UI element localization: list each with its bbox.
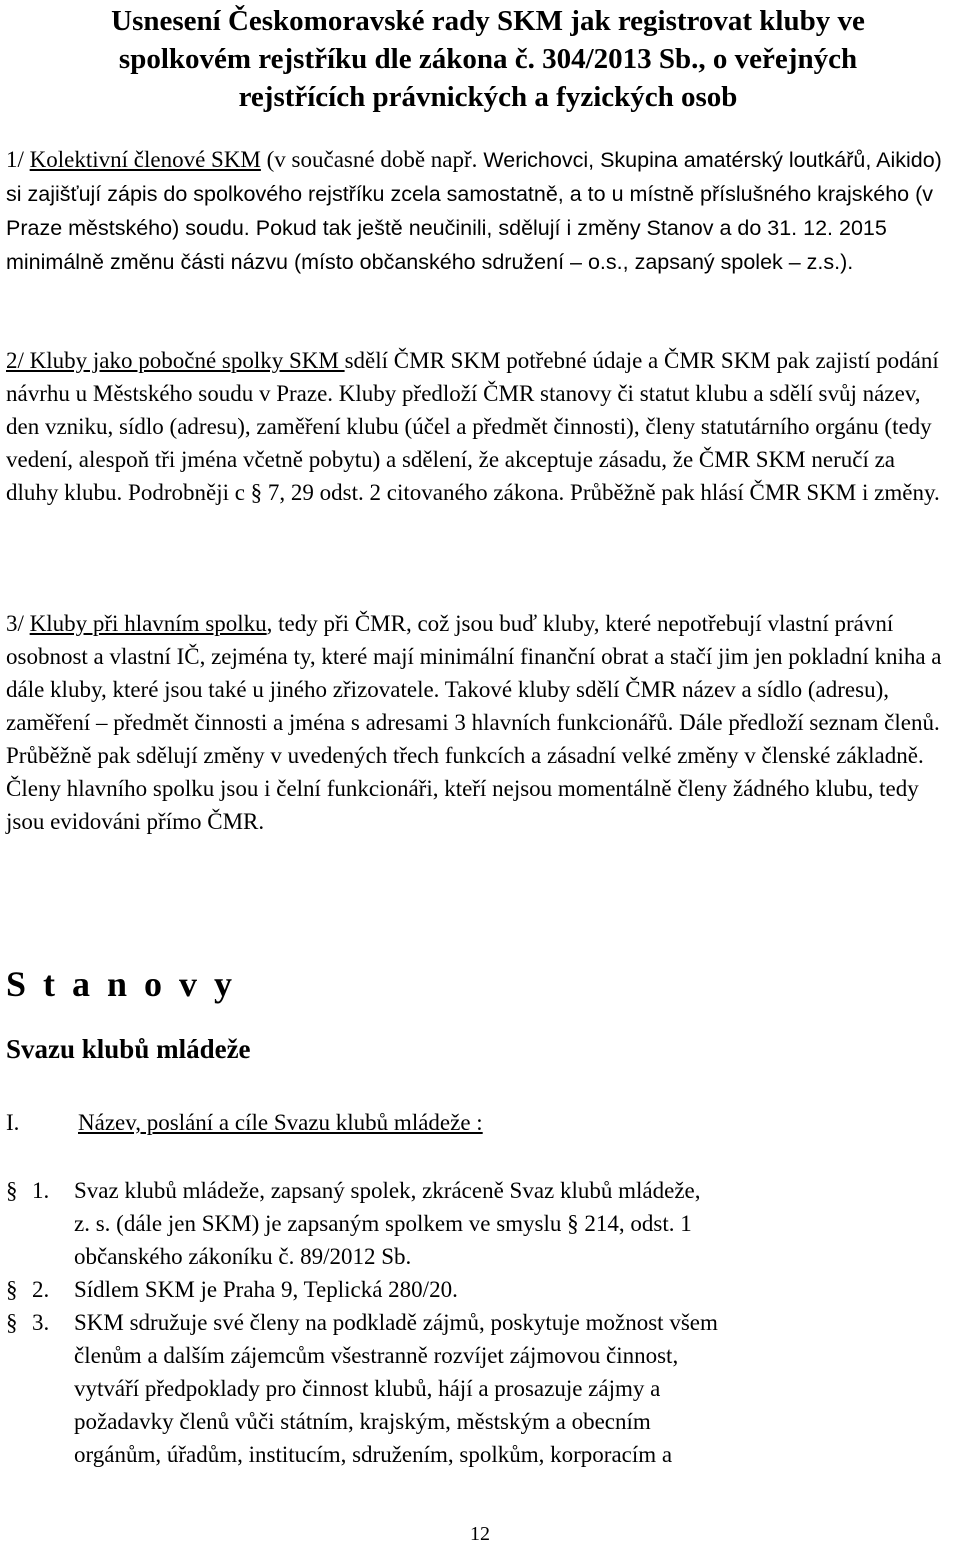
item-line: občanského zákoníku č. 89/2012 Sb. — [74, 1244, 412, 1269]
section-3-number: 3/ — [6, 611, 24, 636]
document-title — [58, 2, 918, 116]
item-text — [74, 1273, 904, 1306]
item-number: 2. — [32, 1277, 50, 1302]
item-number: 3. — [32, 1310, 50, 1335]
item-line: členům a dalším zájemcům všestranně rozvíjet zájmovou činnost, — [74, 1343, 679, 1368]
section-2-text: sdělí ČMR SKM potřebné údaje a ČMR SKM pak zajistí podání návrhu u Městského soudu v Praze. Kluby předloží ČMR stanovy či statut klubu a sdělí svůj název, den vzniku, sídlo (adresu), zaměření klubu (účel a předmět činnosti), členy statutárního orgánu (tedy vedení, alespoň tři jména včetně pobytu) a sdělení, že akceptuje zásadu, že ČMR SKM neručí za dluhy klubu. Podrobněji c § 7, 29 odst. 2 citovaného zákona. Průběžně pak hlásí ČMR SKM i změny. — [6, 348, 940, 505]
chapter-title: Název, poslání a cíle Svazu klubů mládeže : — [78, 1110, 483, 1135]
chapter-heading — [6, 1106, 483, 1139]
item-line: požadavky členů vůči státním, krajským, městským a obecním — [74, 1409, 651, 1434]
stanovy-subheading: Svazu klubů mládeže — [6, 1034, 251, 1064]
title-line-2: spolkovém rejstříku dle zákona č. 304/2013 Sb., o veřejných — [118, 43, 858, 75]
section-2-paragraph — [6, 344, 951, 509]
section-2-heading: 2/ Kluby jako pobočné spolky SKM — [6, 348, 345, 373]
section-1-heading: Kolektivní členové SKM — [29, 147, 261, 172]
section-sign: § — [6, 1277, 18, 1302]
chapter-number: I. — [6, 1110, 20, 1135]
section-1-number: 1/ — [6, 147, 24, 172]
paragraph-item-1 — [6, 1174, 906, 1273]
section-sign: § — [6, 1310, 18, 1335]
stanovy-heading: S t a n o v y — [6, 964, 237, 1004]
paragraph-item-2 — [6, 1273, 906, 1306]
page-number: 12 — [470, 1523, 490, 1545]
section-1-paragraph — [6, 143, 951, 279]
item-line: SKM sdružuje své členy na podkladě zájmů, poskytuje možnost všem — [74, 1310, 718, 1335]
section-3-text: , tedy při ČMR, což jsou buď kluby, které nepotřebují vlastní právní osobnost a vlastní IČ, zejména ty, které mají minimální finanční obrat a stačí jim jen pokladní kniha a dále kluby, které jsou také u jiného zřizovatele. Takové kluby sdělí ČMR název a sídlo (adresu), zaměření – předmět činnosti a jména s adresami 3 hlavních funkcionářů. Dále předloží seznam členů. Průběžně pak sdělují změny v uvedených třech funkcích a zásadní velké změny v členské základně. Členy hlavního spolku jsou i čelní funkcionáři, kteří nejsou momentálně členy žádného klubu, tedy jsou evidováni přímo ČMR. — [6, 611, 942, 834]
item-line: vytváří předpoklady pro činnost klubů, hájí a prosazuje zájmy a — [74, 1376, 661, 1401]
title-line-3: rejstřících právnických a fyzických osob — [238, 81, 738, 113]
item-line: Svaz klubů mládeže, zapsaný spolek, zkráceně Svaz klubů mládeže, — [74, 1178, 701, 1203]
section-3-paragraph — [6, 607, 951, 838]
title-line-1: Usnesení Českomoravské rady SKM jak registrovat kluby ve — [111, 5, 865, 37]
section-3-heading: Kluby při hlavním spolku — [29, 611, 267, 636]
paragraph-item-3 — [6, 1306, 906, 1471]
item-text — [74, 1174, 904, 1273]
item-number: 1. — [32, 1178, 50, 1203]
section-1-intro: (v současné době např. — [260, 147, 478, 172]
section-1-text: Werichovci, Skupina amatérský loutkářů, Aikido) si zajišťují zápis do spolkového rejstříku zcela samostatně, a to u místně příslušného krajského (v Praze městského) soudu. Pokud tak ještě neučinili, sdělují i změny Stanov a do 31. 12. 2015 minimálně změnu části názvu (místo občanského sdružení – o.s., zapsaný spolek – z.s.). — [6, 148, 942, 274]
item-line: Sídlem SKM je Praha 9, Teplická 280/20. — [74, 1277, 458, 1302]
item-line: orgánům, úřadům, institucím, sdružením, spolkům, korporacím a — [74, 1442, 673, 1467]
section-sign: § — [6, 1178, 18, 1203]
item-text — [74, 1306, 904, 1471]
item-line: z. s. (dále jen SKM) je zapsaným spolkem ve smyslu § 214, odst. 1 — [74, 1211, 692, 1236]
